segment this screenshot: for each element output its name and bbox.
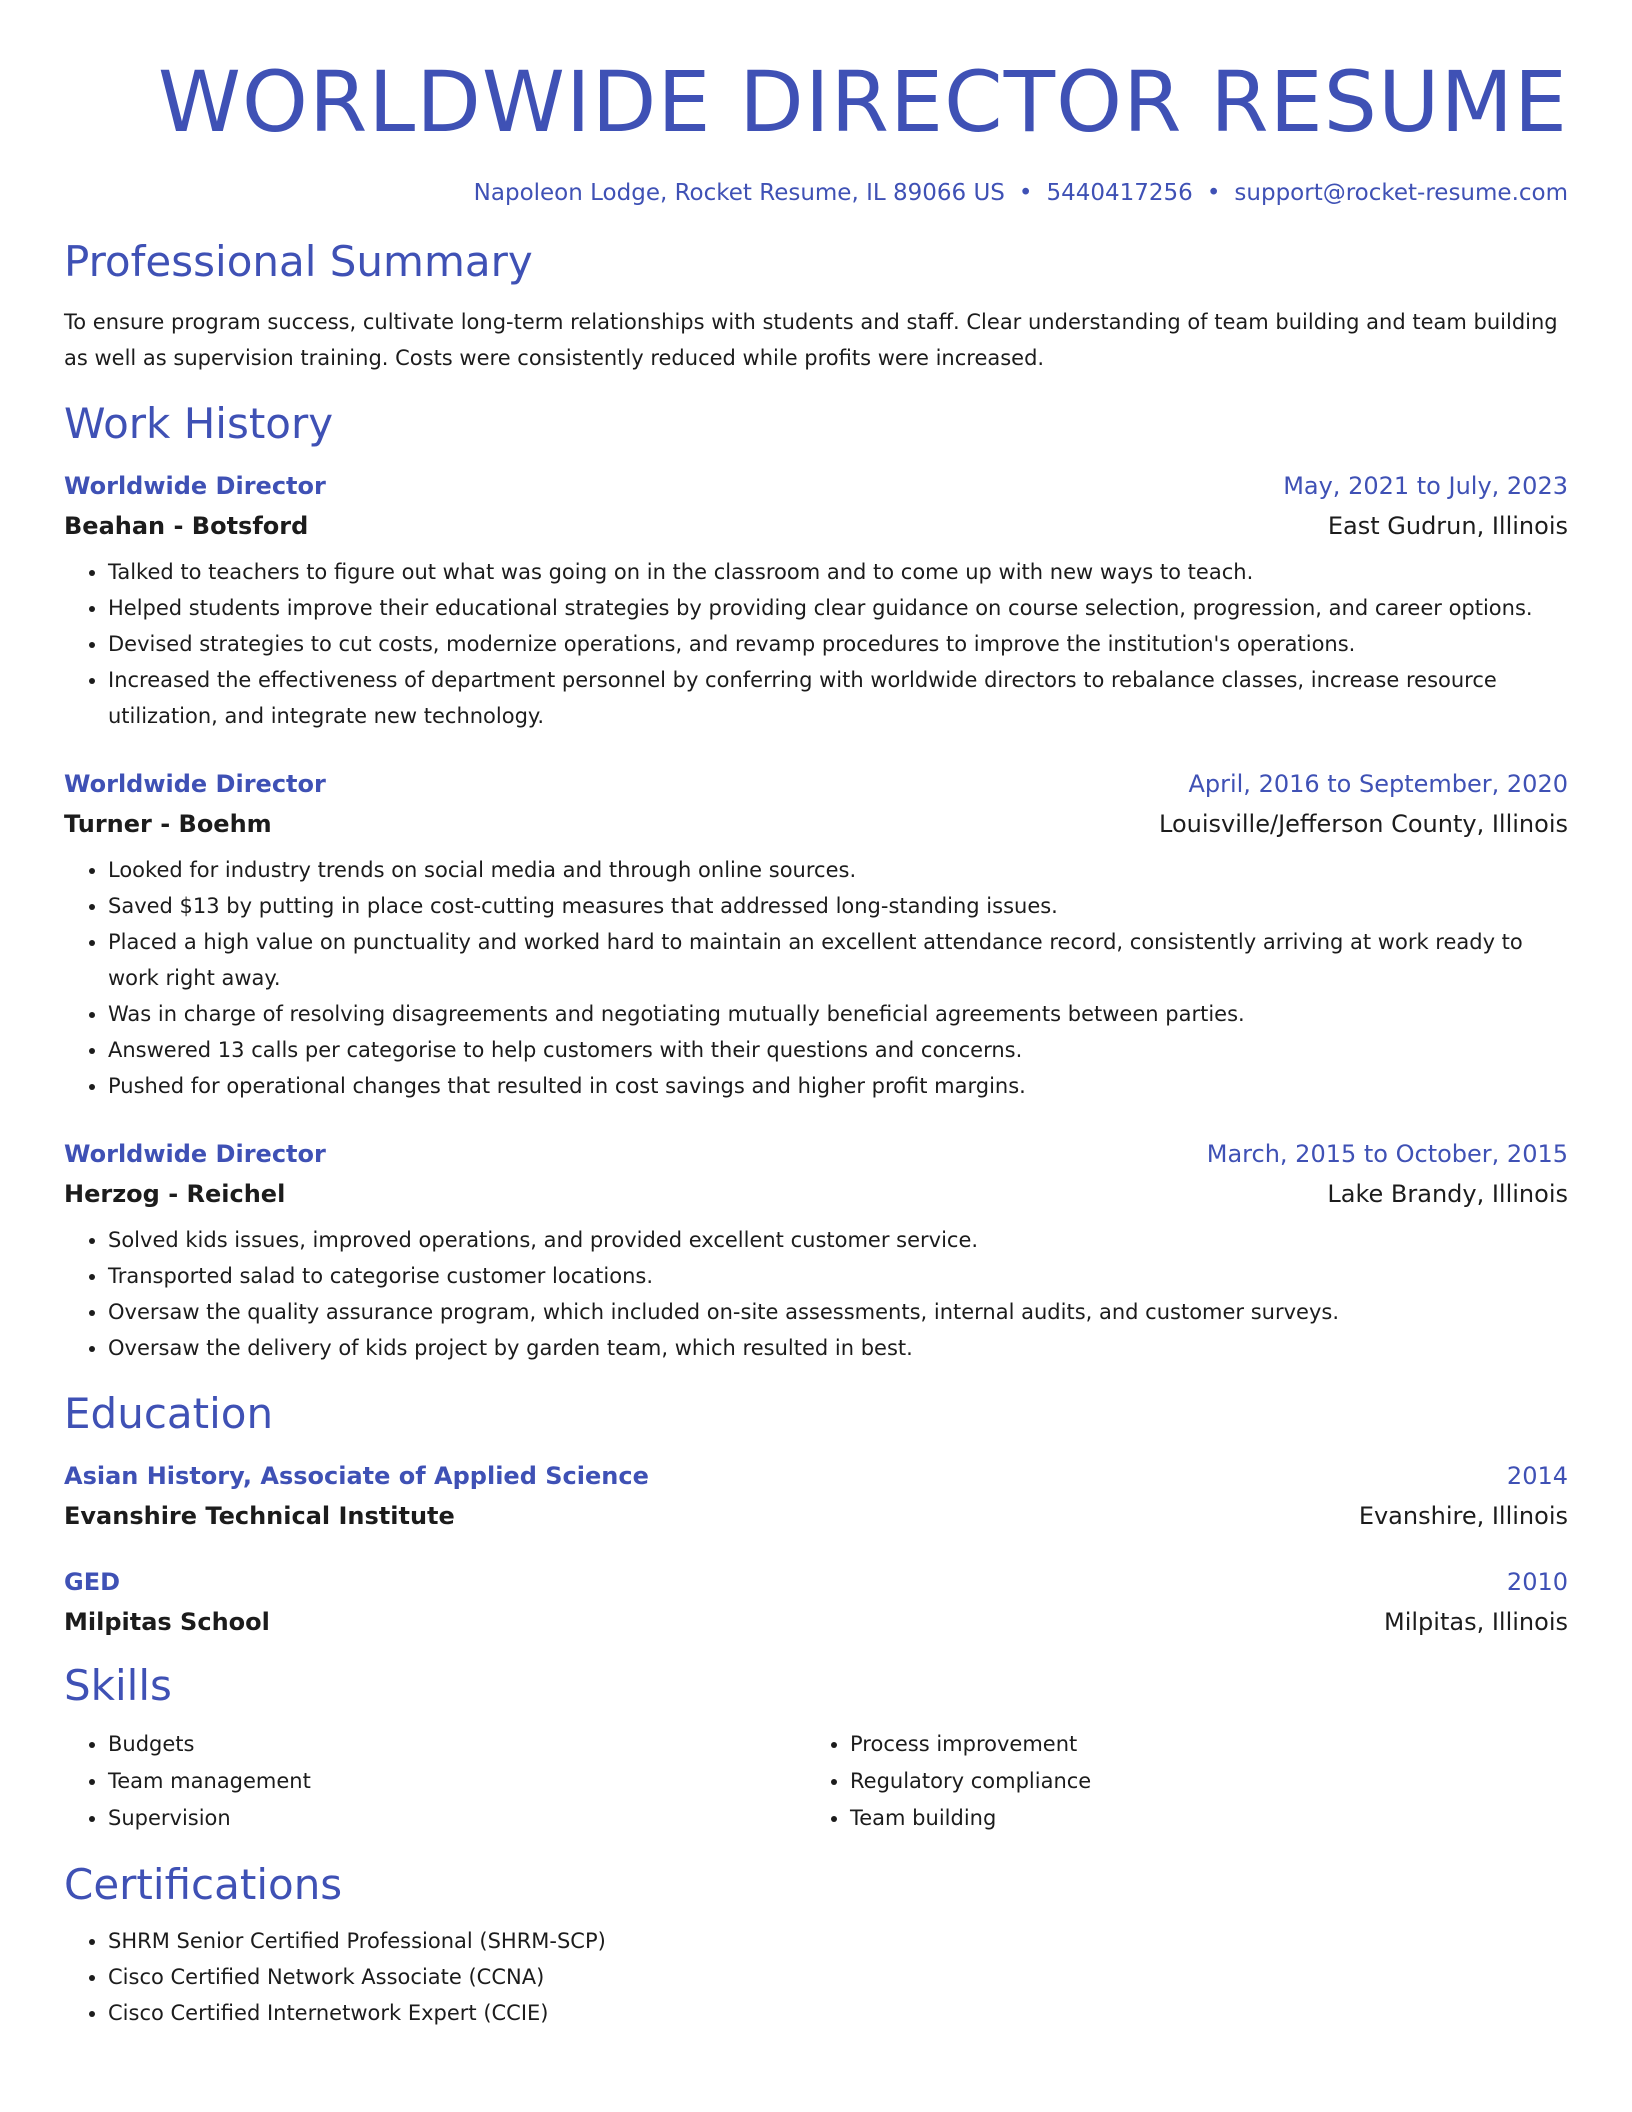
- job-role: Worldwide Director: [64, 472, 326, 500]
- job-bullet: • Transported salad to categorise customer locations.: [108, 1258, 1568, 1294]
- skill-item: • Regulatory compliance: [850, 1763, 1548, 1800]
- job-location: Lake Brandy, Illinois: [1327, 1180, 1568, 1208]
- job-entry: [64, 470, 1568, 734]
- education-heading: Education: [64, 1389, 274, 1438]
- job-bullet: • Increased the effectiveness of department personnel by conferring with worldwide directors to rebalance classes, increase resource utilization, and integrate new technology.: [108, 662, 1568, 734]
- resume-title: WORLDWIDE DIRECTOR RESUME: [157, 53, 1568, 151]
- education-location: Evanshire, Illinois: [1358, 1502, 1568, 1530]
- certification-item: • Cisco Certified Internetwork Expert (CCIE): [108, 1995, 1568, 2031]
- education-year: 2010: [1506, 1568, 1568, 1596]
- job-bullet: • Oversaw the quality assurance program, which included on-site assessments, internal audits, and customer surveys.: [108, 1294, 1568, 1330]
- job-company: Beahan - Botsford: [64, 512, 309, 540]
- job-bullet: • Placed a high value on punctuality and worked hard to maintain an excellent attendance record, consistently arriving at work ready to work right away.: [108, 924, 1568, 996]
- education-year: 2014: [1506, 1462, 1568, 1490]
- skill-item: • Supervision: [108, 1800, 806, 1837]
- education-degree: GED: [64, 1568, 121, 1596]
- education-entry: [64, 1460, 1568, 1532]
- education-school: Evanshire Technical Institute: [64, 1502, 455, 1530]
- job-location: Louisville/Jefferson County, Illinois: [1159, 810, 1568, 838]
- skills-column-right: [806, 1726, 1548, 1837]
- job-bullet: • Devised strategies to cut costs, modernize operations, and revamp procedures to improve the institution's operations.: [108, 626, 1568, 662]
- skill-item: • Process improvement: [850, 1726, 1548, 1763]
- skills-section: [64, 1660, 1568, 1837]
- job-entry: [64, 1138, 1568, 1366]
- education-section: [64, 1388, 1568, 1638]
- skills-heading: Skills: [64, 1661, 172, 1710]
- job-bullet: • Oversaw the delivery of kids project by garden team, which resulted in best.: [108, 1330, 1568, 1366]
- job-bullet: • Helped students improve their educational strategies by providing clear guidance on course selection, progression, and career options.: [108, 590, 1568, 626]
- job-bullets: [64, 1222, 1568, 1366]
- job-role: Worldwide Director: [64, 770, 326, 798]
- job-company: Herzog - Reichel: [64, 1180, 286, 1208]
- education-school: Milpitas School: [64, 1608, 270, 1636]
- certifications-heading: Certifications: [64, 1860, 343, 1909]
- skills-column-left: [64, 1726, 806, 1837]
- summary-heading: Professional Summary: [64, 237, 533, 286]
- certifications-list: [64, 1923, 1568, 2031]
- contact-separator: •: [1018, 180, 1033, 206]
- work-history-section: [64, 398, 1568, 1366]
- work-history-heading: Work History: [64, 399, 334, 448]
- job-bullet: • Saved $13 by putting in place cost-cutting measures that addressed long-standing issues.: [108, 888, 1568, 924]
- education-location: Milpitas, Illinois: [1384, 1608, 1568, 1636]
- contact-address: Napoleon Lodge, Rocket Resume, IL 89066 US: [473, 180, 1005, 206]
- certifications-section: [64, 1859, 1568, 2031]
- job-bullet: • Pushed for operational changes that resulted in cost savings and higher profit margins.: [108, 1068, 1568, 1104]
- contact-email: support@rocket-resume.com: [1234, 180, 1568, 206]
- skill-item: • Team building: [850, 1800, 1548, 1837]
- skill-item: • Budgets: [108, 1726, 806, 1763]
- job-bullets: [64, 852, 1568, 1104]
- education-degree: Asian History, Associate of Applied Science: [64, 1462, 649, 1490]
- summary-text: To ensure program success, cultivate long-term relationships with students and staff. Clear understanding of team building and team building as well as supervision training. Costs were consistently reduced while profits were increased.: [64, 310, 1558, 370]
- job-bullet: • Looked for industry trends on social media and through online sources.: [108, 852, 1568, 888]
- job-dates: April, 2016 to September, 2020: [1188, 770, 1568, 798]
- certification-item: • Cisco Certified Network Associate (CCNA): [108, 1959, 1568, 1995]
- job-dates: May, 2021 to July, 2023: [1283, 472, 1568, 500]
- job-bullets: [64, 554, 1568, 734]
- job-bullet: • Was in charge of resolving disagreements and negotiating mutually beneficial agreements between parties.: [108, 996, 1568, 1032]
- job-bullet: • Solved kids issues, improved operations, and provided excellent customer service.: [108, 1222, 1568, 1258]
- job-company: Turner - Boehm: [64, 810, 272, 838]
- contact-separator: •: [1206, 180, 1221, 206]
- job-location: East Gudrun, Illinois: [1327, 512, 1568, 540]
- job-role: Worldwide Director: [64, 1140, 326, 1168]
- skills-grid: [64, 1726, 1568, 1837]
- job-dates: March, 2015 to October, 2015: [1206, 1140, 1568, 1168]
- education-entry: [64, 1566, 1568, 1638]
- job-entry: [64, 768, 1568, 1104]
- contact-phone: 5440417256: [1046, 180, 1193, 206]
- job-bullet: • Talked to teachers to figure out what was going on in the classroom and to come up with new ways to teach.: [108, 554, 1568, 590]
- certification-item: • SHRM Senior Certified Professional (SHRM-SCP): [108, 1923, 1568, 1959]
- contact-line: [64, 178, 1568, 208]
- job-bullet: • Answered 13 calls per categorise to help customers with their questions and concerns.: [108, 1032, 1568, 1068]
- skill-item: • Team management: [108, 1763, 806, 1800]
